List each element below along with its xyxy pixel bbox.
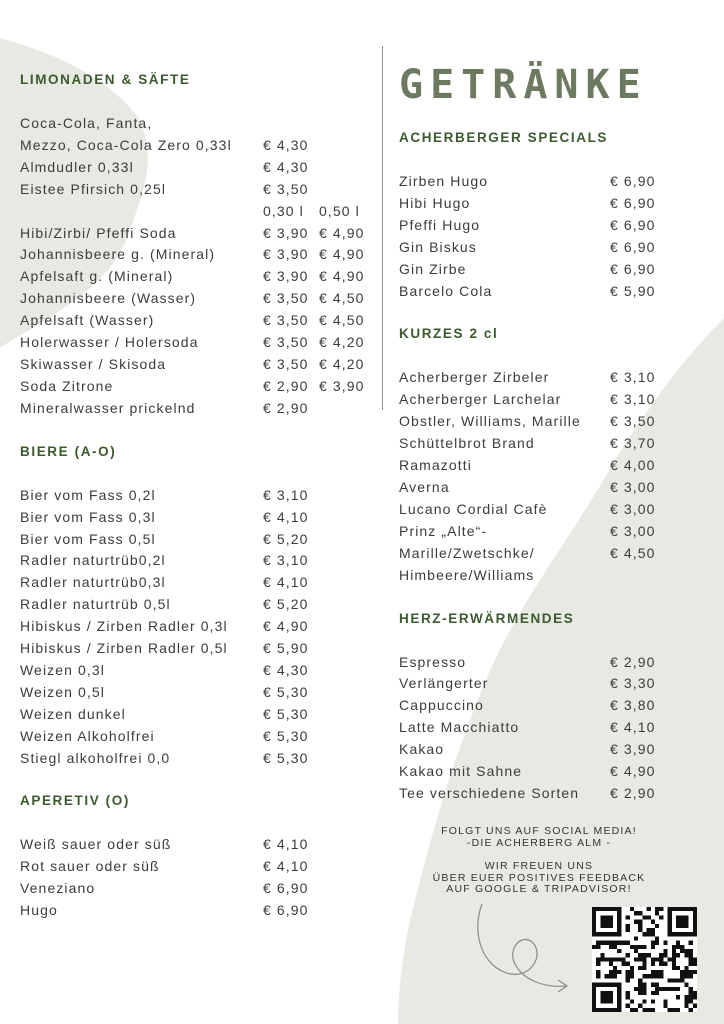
left-column (20, 70, 376, 944)
item-name: Hibiskus / Zirben Radler 0,5l (20, 640, 228, 657)
section-title: APERETIV (O) (20, 793, 130, 809)
menu-item (20, 507, 376, 529)
item-price: € 2,90 (610, 653, 656, 670)
item-name: Johannisbeere g. (Mineral) (20, 246, 216, 263)
item-price-large (319, 900, 375, 922)
item-price: € 4,10 (263, 574, 309, 591)
section-title: LIMONADEN & SÄFTE (20, 72, 191, 87)
item-price: € 3,50 (263, 290, 309, 307)
footer-line: AUF GOOGLE & TRIPADVISOR! (446, 883, 632, 895)
footer-line: ÜBER EUER POSITIVES FEEDBACK (432, 871, 646, 884)
menu-item (399, 543, 699, 565)
menu-section (20, 70, 376, 420)
menu-item (399, 237, 699, 259)
qr-code-icon[interactable] (592, 907, 697, 1012)
item-price: € 4,10 (263, 508, 309, 525)
item-price: € 5,30 (263, 727, 309, 744)
menu-item (20, 748, 376, 770)
item-name: Skiwasser / Skisoda (20, 355, 167, 372)
item-price-large (319, 748, 375, 770)
item-price: € 3,50 (263, 355, 309, 372)
item-name: Hibi/Zirbi/ Pfeffi Soda (20, 224, 177, 241)
item-price: € 5,90 (263, 640, 309, 657)
item-price-large (319, 529, 375, 551)
menu-section (20, 442, 376, 770)
menu-item (20, 223, 376, 245)
item-name: Hugo (20, 902, 58, 919)
menu-item (399, 259, 699, 281)
menu-item (399, 565, 699, 587)
item-name: Eistee Pfirsich 0,25l (20, 180, 167, 197)
item-price-large (319, 507, 375, 529)
item-price: € 5,30 (263, 705, 309, 722)
menu-item (20, 529, 376, 551)
menu-item (20, 726, 376, 748)
menu-item (20, 572, 376, 594)
item-price: € 4,90 (610, 763, 656, 780)
item-name: Rot sauer oder süß (20, 858, 160, 875)
menu-item (20, 550, 376, 572)
item-price-large: € 4,20 (319, 355, 365, 372)
menu-item (20, 878, 376, 900)
item-name: Tee verschiedene Sorten (399, 784, 580, 801)
item-name: Marille/Zwetschke/ (399, 544, 535, 561)
item-name: Kakao mit Sahne (399, 763, 523, 780)
menu-item (20, 616, 376, 638)
menu-item (399, 281, 699, 303)
item-name: Weizen Alkoholfrei (20, 727, 155, 744)
menu-item (20, 266, 376, 288)
item-price: € 6,90 (610, 194, 656, 211)
section-title: ACHERBERGER SPECIALS (399, 130, 609, 145)
page-title: GETRÄNKE (399, 62, 648, 108)
menu-section (399, 128, 699, 302)
item-price: € 4,10 (263, 858, 309, 875)
item-price-large (319, 682, 375, 704)
menu-item (399, 477, 699, 499)
item-price: € 4,30 (263, 661, 309, 678)
menu-item (399, 521, 699, 543)
item-price-large (319, 550, 375, 572)
footer-line: -DIE ACHERBERG ALM - (466, 836, 612, 849)
item-name: Bier vom Fass 0,5l (20, 530, 156, 547)
item-price: € 3,10 (610, 391, 656, 408)
item-price-large (319, 660, 375, 682)
section-title: KURZES 2 cl (399, 326, 499, 342)
menu-item (399, 193, 699, 215)
item-price: € 4,00 (610, 457, 656, 474)
item-price-large: € 4,20 (319, 334, 365, 351)
item-name: Obstler, Williams, Marille (399, 413, 581, 430)
item-name: Almdudler 0,33l (20, 158, 134, 175)
item-price-large (319, 834, 375, 856)
menu-section (399, 324, 699, 586)
menu-item (20, 638, 376, 660)
menu-item (20, 682, 376, 704)
item-name: Kakao (399, 741, 445, 758)
menu-item (20, 332, 376, 354)
section-title: BIERE (A-O) (20, 443, 117, 459)
item-name: Gin Biskus (399, 238, 477, 255)
item-price: € 3,90 (263, 224, 309, 241)
item-price: € 3,10 (610, 369, 656, 386)
item-price-large (319, 157, 375, 179)
menu-item (399, 411, 699, 433)
item-price (263, 113, 319, 135)
item-name: Weizen 0,3l (20, 661, 105, 678)
item-name: Zirben Hugo (399, 173, 489, 189)
item-name: Mezzo, Coca-Cola Zero 0,33l (20, 136, 232, 153)
menu-section (399, 609, 699, 805)
curly-arrow-icon (470, 900, 580, 1000)
menu-item (20, 398, 376, 420)
item-name: Espresso (399, 653, 467, 670)
item-price: € 5,90 (610, 282, 656, 299)
item-name: Apfelsaft (Wasser) (20, 312, 155, 329)
menu-item (20, 354, 376, 376)
item-name: Johannisbeere (Wasser) (20, 290, 197, 307)
item-name: Acherberger Zirbeler (399, 369, 550, 386)
item-price: € 2,90 (263, 377, 309, 394)
item-price: € 3,80 (610, 697, 656, 714)
item-price-large (319, 572, 375, 594)
section-title: HERZ-ERWÄRMENDES (399, 610, 575, 626)
item-price: 0,30 l (263, 202, 304, 219)
item-name: Stiegl alkoholfrei 0,0 (20, 749, 171, 766)
menu-item (399, 455, 699, 477)
menu-item (20, 834, 376, 856)
item-name: Pfeffi Hugo (399, 216, 481, 233)
item-price-large (319, 594, 375, 616)
menu-item (399, 761, 699, 783)
item-price: € 5,20 (263, 596, 309, 613)
item-price: € 3,10 (263, 486, 309, 503)
item-name: Prinz „Alte“- (399, 522, 488, 539)
menu-item (20, 660, 376, 682)
item-price: € 3,00 (610, 478, 656, 495)
footer-line: WIR FREUEN UNS (484, 860, 594, 872)
item-name: Radler naturtrüb 0,5l (20, 596, 171, 613)
item-price: € 3,50 (263, 334, 309, 351)
item-price-large (319, 179, 375, 201)
item-price: € 6,90 (610, 173, 656, 189)
item-name: Weiß sauer oder süß (20, 836, 172, 853)
item-price: € 3,10 (263, 552, 309, 569)
item-price: € 4,30 (263, 136, 309, 153)
menu-section (20, 791, 376, 922)
item-price (610, 565, 666, 587)
item-price: € 5,30 (263, 749, 309, 766)
item-name: Gin Zirbe (399, 260, 467, 277)
menu-item (20, 900, 376, 922)
item-price-large: € 4,90 (319, 268, 365, 285)
item-price-large: 0,50 l (319, 202, 360, 219)
menu-item (399, 673, 699, 695)
item-name: Soda Zitrone (20, 377, 114, 394)
item-price: € 4,30 (263, 158, 309, 175)
item-price-large (319, 638, 375, 660)
item-price: € 2,90 (610, 784, 656, 801)
menu-item (399, 739, 699, 761)
item-price: € 4,10 (263, 836, 309, 853)
menu-item (20, 856, 376, 878)
item-price-large (319, 856, 375, 878)
menu-item (399, 717, 699, 739)
item-price: € 6,90 (263, 902, 309, 919)
item-name: Himbeere/Williams (399, 566, 535, 583)
menu-item (20, 179, 376, 201)
item-name: Schüttelbrot Brand (399, 435, 535, 452)
item-price: € 3,30 (610, 675, 656, 692)
item-name: Verlängerter (399, 675, 489, 692)
menu-item (20, 135, 376, 157)
item-price-large (319, 726, 375, 748)
item-price-large (319, 113, 375, 135)
item-price-large (319, 704, 375, 726)
item-price: € 3,50 (610, 413, 656, 430)
menu-item (20, 244, 376, 266)
item-price: € 6,90 (610, 260, 656, 277)
item-price: € 3,00 (610, 500, 656, 517)
menu-item (399, 499, 699, 521)
menu-item (399, 367, 699, 389)
item-name: Radler naturtrüb0,2l (20, 552, 166, 569)
menu-item (20, 485, 376, 507)
item-price-large (319, 398, 375, 420)
menu-item (399, 652, 699, 674)
social-footer (399, 826, 679, 896)
menu-item (20, 201, 376, 223)
item-name (20, 201, 263, 223)
item-name: Veneziano (20, 880, 96, 897)
item-price: € 3,90 (610, 741, 656, 758)
item-price: € 3,00 (610, 522, 656, 539)
menu-item (399, 389, 699, 411)
item-price: € 3,70 (610, 435, 656, 452)
item-name: Coca-Cola, Fanta, (20, 115, 153, 131)
item-price-large (319, 485, 375, 507)
menu-item (20, 288, 376, 310)
item-name: Radler naturtrüb0,3l (20, 574, 166, 591)
item-name: Weizen 0,5l (20, 683, 105, 700)
item-price-large: € 4,90 (319, 246, 365, 263)
menu-item (399, 695, 699, 717)
item-name: Weizen dunkel (20, 705, 126, 722)
menu-item (20, 704, 376, 726)
item-price-large: € 4,50 (319, 290, 365, 307)
item-name: Acherberger Larchelar (399, 391, 562, 408)
item-price-large (319, 616, 375, 638)
item-name: Ramazotti (399, 457, 472, 474)
item-price: € 6,90 (263, 880, 309, 897)
menu-item (20, 113, 376, 135)
item-price-large (319, 878, 375, 900)
item-name: Averna (399, 478, 450, 495)
item-price-large: € 4,90 (319, 224, 365, 241)
item-name: Cappuccino (399, 697, 484, 714)
item-price: € 6,90 (610, 216, 656, 233)
item-price: € 3,90 (263, 246, 309, 263)
menu-item (20, 594, 376, 616)
item-price-large: € 4,50 (319, 312, 365, 329)
item-name: Latte Macchiatto (399, 719, 520, 736)
item-price-large: € 3,90 (319, 377, 365, 394)
menu-item (20, 157, 376, 179)
item-name: Bier vom Fass 0,3l (20, 508, 156, 525)
item-price: € 6,90 (610, 238, 656, 255)
menu-item (399, 215, 699, 237)
menu-item (20, 376, 376, 398)
item-name: Hibiskus / Zirben Radler 0,3l (20, 618, 228, 635)
item-name: Holerwasser / Holersoda (20, 334, 199, 351)
menu-item (20, 310, 376, 332)
item-price: € 5,20 (263, 530, 309, 547)
item-price: € 2,90 (263, 399, 309, 416)
item-price: € 4,50 (610, 544, 656, 561)
menu-item (399, 783, 699, 805)
item-name: Lucano Cordial Cafè (399, 500, 548, 517)
item-price: € 3,90 (263, 268, 309, 285)
item-price: € 3,50 (263, 312, 309, 329)
item-price: € 4,90 (263, 618, 309, 635)
column-divider (382, 46, 383, 410)
item-name: Apfelsaft g. (Mineral) (20, 268, 174, 285)
item-price-large (319, 135, 375, 157)
right-column (399, 60, 699, 827)
item-name: Hibi Hugo (399, 194, 471, 211)
item-price: € 3,50 (263, 180, 309, 197)
item-name: Bier vom Fass 0,2l (20, 486, 156, 503)
menu-item (399, 171, 699, 193)
item-name: Mineralwasser prickelnd (20, 399, 196, 416)
item-price: € 5,30 (263, 683, 309, 700)
item-name: Barcelo Cola (399, 282, 493, 299)
item-price: € 4,10 (610, 719, 656, 736)
footer-line: FOLGT UNS AUF SOCIAL MEDIA! (441, 825, 637, 837)
menu-item (399, 433, 699, 455)
